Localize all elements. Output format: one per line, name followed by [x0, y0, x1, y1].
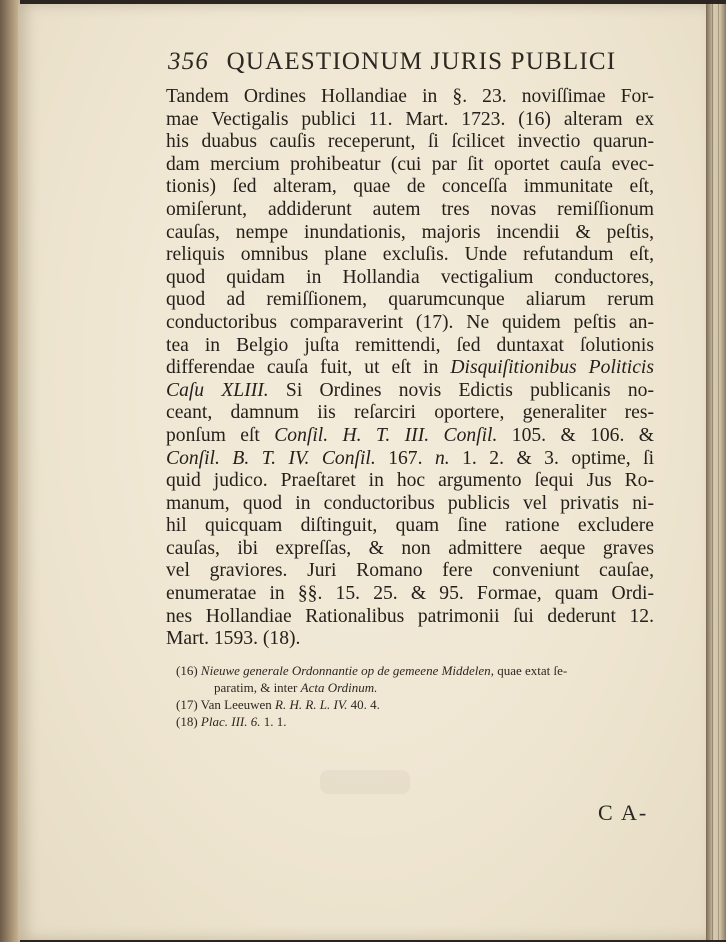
text-run: 1. 1.: [260, 714, 287, 729]
text-run: conductoribus comparaverint (17). Ne quidem peſtis an-: [166, 311, 654, 333]
footnote-line: [176, 662, 656, 679]
text-run: 1. 2. & 3. optime, ſi: [449, 447, 655, 469]
text-line: [166, 176, 654, 199]
text-run: 40. 4.: [347, 697, 380, 712]
text-run: (16): [176, 663, 201, 678]
text-run: paratim, & inter: [214, 680, 301, 695]
text-line: [166, 606, 654, 629]
text-line: [166, 628, 654, 651]
text-run: 105. & 106. &: [497, 424, 654, 446]
text-run: quod ad remiſſionem, quarumcunque aliarum rerum: [166, 289, 654, 311]
text-run: mae Vectigalis publici 11. Mart. 1723. (16) alteram ex: [166, 108, 654, 130]
text-line: [166, 312, 654, 335]
italic-run: Conſil. H. T. III. Conſil.: [274, 424, 498, 446]
text-line: [166, 199, 654, 222]
text-line: [166, 289, 654, 312]
text-run: ceant, damnum iis reſarciri oportere, generaliter res-: [166, 402, 654, 424]
page-number: 356: [168, 48, 210, 75]
text-line: [166, 470, 654, 493]
text-line: [166, 244, 654, 267]
text-run: quid judico. Praeſtaret in hoc argumento ſequi Jus Ro-: [166, 470, 654, 492]
text-run: Tandem Ordines Hollandiae in §. 23. noviſſimae For-: [166, 86, 654, 107]
text-run: 167.: [375, 447, 435, 469]
text-run: tionis) ſed alteram, quae de conceſſa immunitate eſt,: [166, 176, 654, 198]
text-run: Mart. 1593. (18).: [166, 628, 301, 650]
text-line: [166, 222, 654, 245]
text-run: his duabus cauſis receperunt, ſi ſcilicet invectio quarun-: [166, 131, 654, 153]
text-line: [166, 131, 654, 154]
text-line: [166, 425, 654, 448]
text-run: manum, quod in conductoribus publicis vel privatis ni-: [166, 492, 654, 514]
text-line: [166, 380, 654, 403]
main-text: [166, 86, 654, 651]
text-run: quod quidam in Hollandia vectigalium conductores,: [166, 266, 654, 288]
text-line: [166, 583, 654, 606]
text-run: nes Hollandiae Rationalibus patrimonii ſui dederunt 12.: [166, 605, 654, 627]
footnote-line: [176, 696, 656, 713]
text-run: dam mercium prohibeatur (cui par ſit oportet cauſa evec-: [166, 153, 654, 175]
page-edges: [706, 4, 726, 940]
text-line: [166, 109, 654, 132]
text-run: reliquis omnibus plane excluſis. Unde refutandum eſt,: [166, 244, 654, 266]
italic-run: Acta Ordinum.: [300, 680, 378, 695]
text-line: [166, 402, 654, 425]
text-line: [166, 448, 654, 471]
text-run: cauſas, nempe inundationis, majoris incendii & peſtis,: [166, 221, 654, 243]
text-line: [166, 493, 654, 516]
text-run: vel graviores. Juri Romano fere conveniunt cauſae,: [166, 560, 654, 582]
book-binding: [0, 0, 20, 942]
text-line: [166, 515, 654, 538]
text-run: omiſerunt, addiderunt autem tres novas remiſſionum: [166, 198, 654, 220]
catchword: C A-: [598, 800, 649, 825]
text-run: (17) Van Leeuwen: [176, 697, 276, 712]
text-run: Si Ordines novis Edictis publicanis no-: [268, 379, 654, 401]
footnote-line: [176, 713, 656, 730]
text-run: , quae extat ſe-: [490, 663, 568, 678]
text-line: [166, 335, 654, 358]
text-line: [166, 86, 654, 109]
footnotes: [176, 662, 656, 730]
text-run: differendae cauſa fuit, ut eſt in: [166, 357, 451, 379]
italic-run: Caſu XLIII.: [166, 379, 269, 401]
italic-run: R. H. R. L. IV.: [275, 697, 348, 712]
text-run: (18): [176, 714, 201, 729]
text-line: [166, 560, 654, 583]
text-line: [166, 267, 654, 290]
running-head: [168, 48, 668, 84]
italic-run: Plac. III. 6.: [200, 714, 261, 729]
italic-run: Conſil. B. T. IV. Conſil.: [166, 447, 376, 469]
text-run: hil quicquam diſtinguit, quam ſine ratione excludere: [166, 515, 654, 537]
running-head-title: QUAESTIONUM JURIS PUBLICI: [226, 48, 617, 75]
text-run: enumeratae in §§. 15. 25. & 95. Formae, quam Ordi-: [166, 583, 654, 605]
text-run: cauſas, ibi expreſſas, & non admittere aeque graves: [166, 537, 654, 559]
italic-run: n.: [434, 447, 450, 469]
text-line: [166, 538, 654, 561]
show-through-ink: [320, 770, 410, 794]
text-run: ponſum eſt: [166, 424, 275, 446]
text-line: [166, 154, 654, 177]
italic-run: Nieuwe generale Ordonnantie op de gemeene Middelen: [200, 663, 491, 678]
text-line: [166, 357, 654, 380]
footnote-line: [176, 679, 656, 696]
italic-run: Disquiſitionibus Politicis: [450, 357, 654, 379]
text-run: tea in Belgio juſta remittendi, ſed duntaxat ſolutionis: [166, 334, 654, 356]
